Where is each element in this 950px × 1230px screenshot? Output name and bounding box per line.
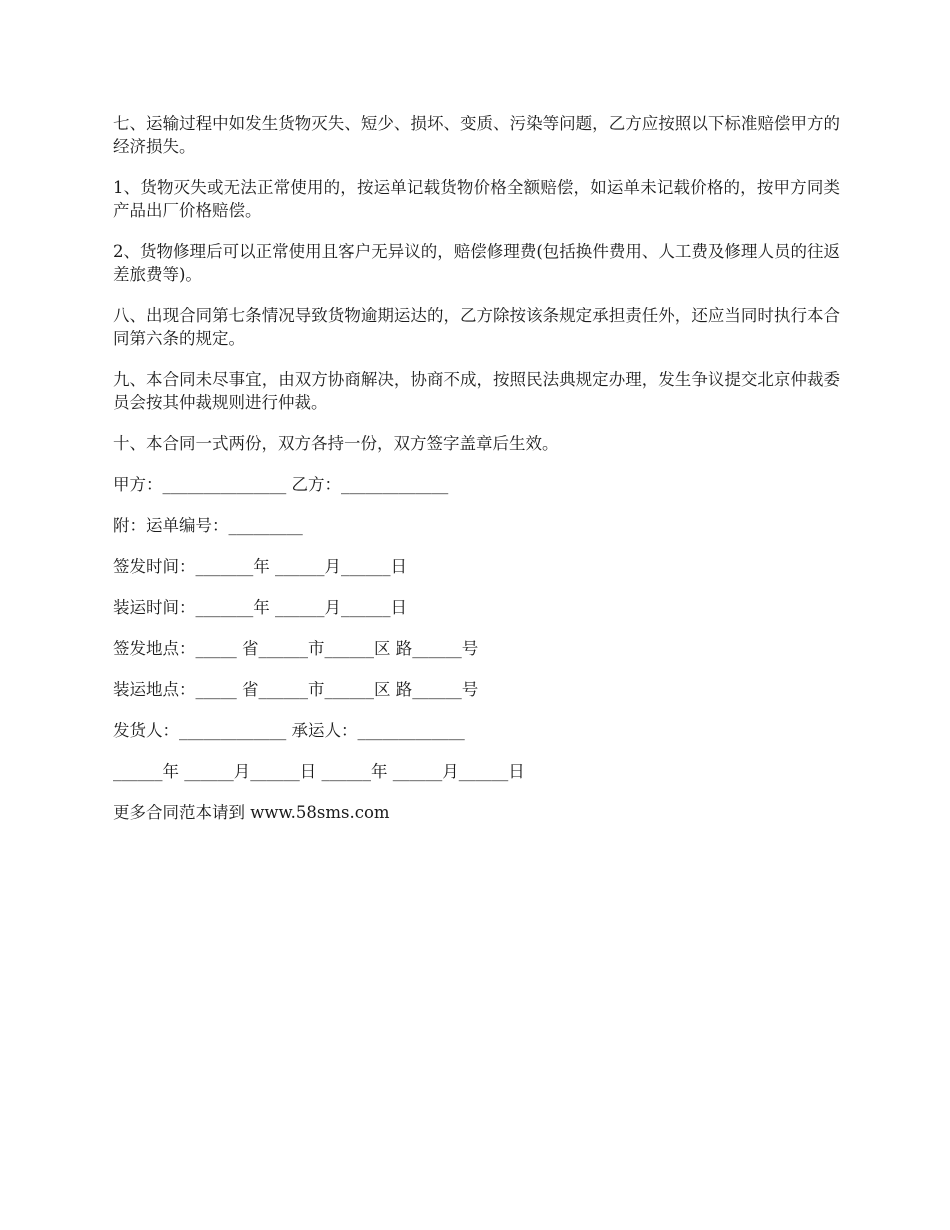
clause-7-item-2: 2、货物修理后可以正常使用且客户无异议的，赔偿修理费(包括换件费用、人工费及修理人员的往返差旅费等)。 — [113, 242, 840, 284]
clause-10: 十、本合同一式两份，双方各持一份，双方签字盖章后生效。 — [113, 434, 559, 453]
footer-note: 更多合同范本请到 www.58sms.com — [113, 803, 390, 822]
signature-dates-line: ______年 ______月______日 ______年 ______月______日 — [113, 762, 525, 781]
loading-place-line: 装运地点：_____ 省______市______区 路______号 — [113, 680, 479, 699]
issue-place-line: 签发地点：_____ 省______市______区 路______号 — [113, 639, 479, 658]
clause-8: 八、出现合同第七条情况导致货物逾期运达的，乙方除按该条规定承担责任外，还应当同时执行本合同第六条的规定。 — [113, 306, 840, 348]
loading-time-line: 装运时间：_______年 ______月______日 — [113, 598, 407, 617]
contract-page — [113, 112, 840, 842]
clause-9: 九、本合同未尽事宜，由双方协商解决，协商不成，按照民法典规定办理，发生争议提交北京仲裁委员会按其仲裁规则进行仲裁。 — [113, 370, 840, 412]
shipper-carrier-line: 发货人：_____________ 承运人：_____________ — [113, 721, 465, 740]
waybill-number-line: 附：运单编号：_________ — [113, 516, 303, 535]
issue-time-line: 签发时间：_______年 ______月______日 — [113, 557, 407, 576]
parties-signature-line: 甲方：_______________ 乙方：_____________ — [113, 475, 449, 494]
clause-7: 七、运输过程中如发生货物灭失、短少、损坏、变质、污染等问题，乙方应按照以下标准赔偿甲方的经济损失。 — [113, 114, 840, 156]
clause-7-item-1: 1、货物灭失或无法正常使用的，按运单记载货物价格全额赔偿，如运单未记载价格的，按甲方同类产品出厂价格赔偿。 — [113, 178, 840, 220]
